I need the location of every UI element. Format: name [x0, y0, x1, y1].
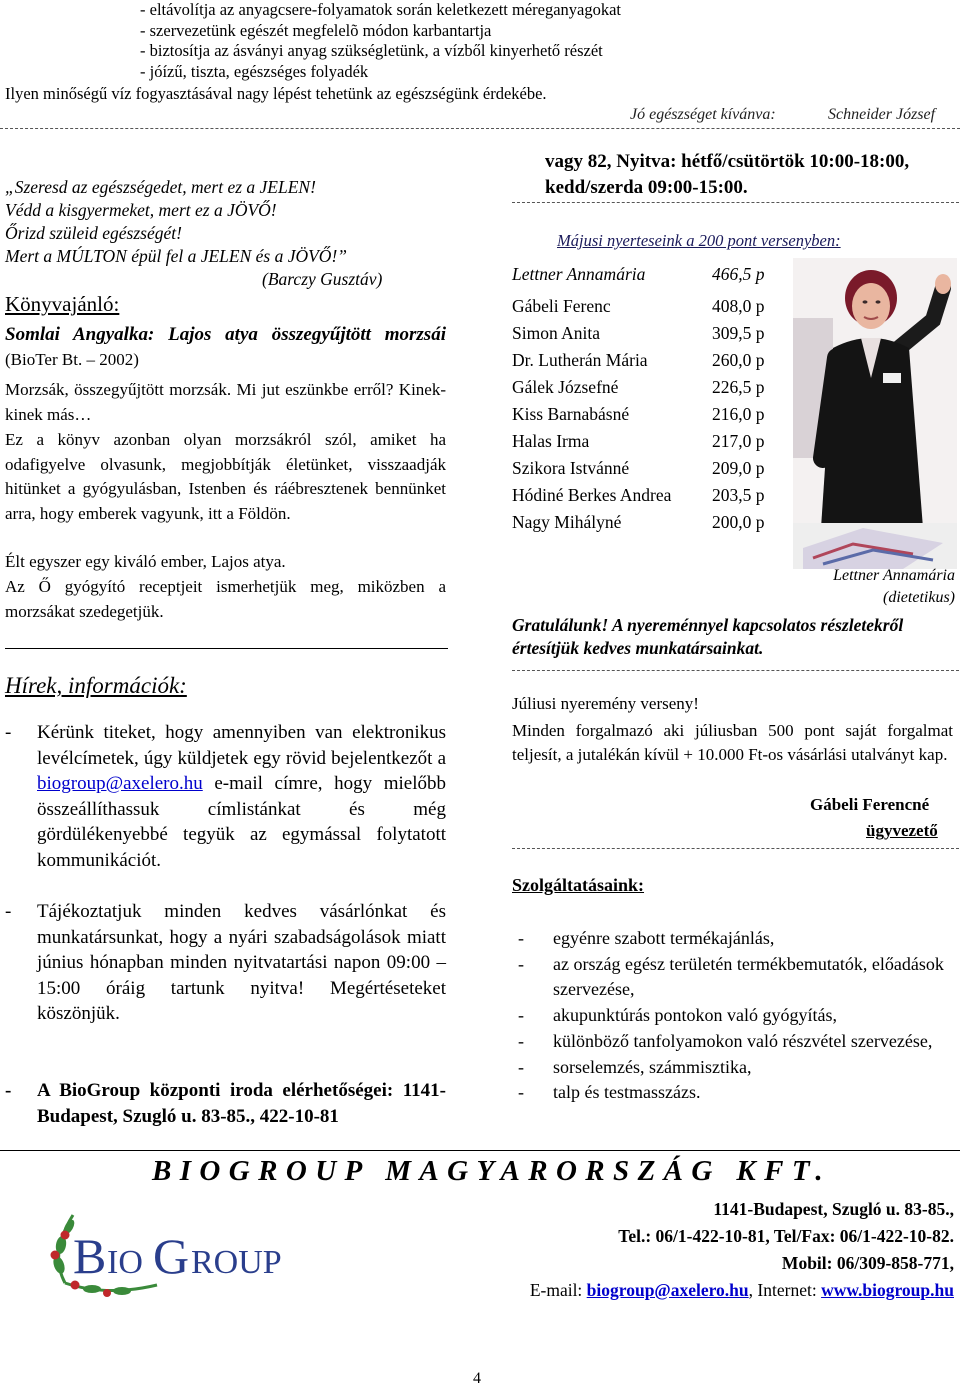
quote-author: (Barczy Gusztáv)	[262, 269, 383, 289]
service-item	[518, 926, 958, 952]
winner-photo	[793, 258, 957, 569]
signer-role: ügyvezető	[866, 821, 938, 840]
divider	[0, 128, 960, 129]
news-item-text: Tájékoztatjuk minden kedves vásárlónkat és munkatársunkat, hogy a nyári szabadságolások miatt június hónapban minden nyitvatartási napon 09:00 – 15:00 óráig tartunk nyitva! Megértéseteket köszönjük.	[37, 901, 446, 1024]
svg-text:G: G	[153, 1228, 190, 1284]
news-item	[5, 899, 446, 1027]
list-dash: -	[518, 953, 524, 974]
quote-line: Védd a kisgyermeket, mert ez a JÖVŐ!	[5, 200, 277, 220]
service-item	[518, 952, 958, 1003]
photo-caption	[790, 565, 955, 609]
divider	[512, 848, 959, 849]
quote-line: Őrizd szüleid egészségét!	[5, 223, 182, 243]
book-recommendation-heading	[5, 292, 119, 317]
news-item-text	[37, 720, 446, 873]
signature-wish: Jó egészséget kívánva:	[630, 106, 776, 123]
email-label: E-mail:	[529, 1280, 587, 1300]
services-heading: Szolgáltatásaink:	[512, 875, 645, 895]
contact-mobile: Mobil: 06/309-858-771,	[781, 1253, 954, 1273]
list-dash: -	[518, 1005, 524, 1026]
news-item	[5, 720, 446, 873]
footer-website-link[interactable]: www.biogroup.hu	[821, 1280, 954, 1300]
news-item	[5, 1078, 446, 1129]
winner-name: Simon Anita	[512, 323, 600, 343]
list-dash: -	[5, 722, 12, 743]
book-title: Somlai Angyalka: Lajos atya összegyűjtött morzsái	[5, 324, 446, 345]
winner-points: 203,5 p	[712, 485, 765, 505]
news-item-text: A BioGroup központi iroda elérhetőségei: 1141-Budapest, Szugló u. 83-85., 422-10-81	[37, 1080, 446, 1127]
svg-text:ROUP: ROUP	[191, 1244, 282, 1281]
contact-phone: Tel.: 06/1-422-10-81, Tel/Fax: 06/1-422-10-82.	[618, 1226, 954, 1246]
benefits-item: - eltávolítja az anyagcsere-folyamatok során keletkezett méreganyagokat	[140, 0, 622, 19]
book-paragraph: Élt egyszer egy kiváló ember, Lajos atya.	[5, 552, 286, 571]
contact-address: 1141-Budapest, Szugló u. 83-85.,	[713, 1199, 954, 1219]
service-text: sorselemzés, számmisztika,	[553, 1056, 752, 1077]
benefits-item: - biztosítja az ásványi anyag szükségletünk, a vízből kinyerhető részét	[140, 41, 603, 60]
list-dash: -	[5, 1080, 12, 1101]
footer-rule	[0, 1150, 960, 1151]
book-heading-text: Könyvajánló	[5, 292, 114, 316]
contact-web-line	[530, 1277, 954, 1304]
service-item	[518, 1055, 958, 1081]
list-dash: -	[518, 1082, 524, 1103]
book-paragraph: Az Ő gyógyító receptjeit ismerhetjük meg, miközben a morzsákat szedegetjük.	[5, 577, 446, 621]
winner-points: 408,0 p	[712, 296, 765, 316]
news-heading: Hírek, információk:	[5, 673, 187, 698]
internet-label: , Internet:	[748, 1280, 822, 1300]
winner-name: Kiss Barnabásné	[512, 404, 630, 424]
winner-points: 466,5 p	[712, 264, 765, 284]
page-number: 4	[473, 1370, 481, 1387]
health-quote	[5, 176, 382, 291]
quote-line: „Szeresd az egészségedet, mert ez a JELEN!	[5, 177, 316, 197]
winner-points: 209,0 p	[712, 458, 765, 478]
service-text: akupunktúrás pontokon való gyógyítás,	[553, 1005, 837, 1026]
winner-name: Gábeli Ferenc	[512, 296, 611, 316]
winner-name: Halas Irma	[512, 431, 590, 451]
signature-name: Schneider József	[828, 106, 936, 123]
service-item	[518, 1080, 958, 1106]
service-item	[518, 1029, 958, 1055]
book-paragraph: Morzsák, összegyűjtött morzsák. Mi jut eszünkbe erről? Kinek-kinek más…	[5, 380, 446, 424]
list-dash: -	[518, 928, 524, 948]
winner-points: 260,0 p	[712, 350, 765, 370]
july-contest-heading: Júliusi nyeremény verseny!	[512, 694, 699, 713]
list-dash: -	[518, 1056, 524, 1077]
service-text: talp és testmasszázs.	[553, 1082, 701, 1103]
service-text: az ország egész területén termékbemutatók, előadások szervezése,	[553, 953, 944, 1000]
benefits-item: - jóízű, tiszta, egészséges folyadék	[140, 61, 369, 81]
water-quality-sentence: Ilyen minőségű víz fogyasztásával nagy lépést tehetünk az egészségünk érdekébe.	[5, 84, 547, 103]
contact-block	[530, 1196, 954, 1304]
quote-line: Mert a MÚLTON épül fel a JELEN és a JÖVŐ!”	[5, 246, 348, 266]
book-publisher: (BioTer Bt. – 2002)	[5, 349, 139, 369]
photo-caption-name: Lettner Annamária	[833, 567, 955, 584]
divider	[512, 670, 959, 671]
service-text: egyénre szabott termékajánlás,	[553, 928, 775, 948]
july-contest-text: Minden forgalmazó aki júliusban 500 pont saját forgalmat teljesít, a jutalékán kívül + 10.000 Ft-os vásárlási utalványt kap.	[512, 721, 953, 764]
book-paragraph: Ez a könyv azonban olyan morzsákról szól, amiket ha odafigyelve olvasunk, megjobbítják életünket, visszaadják hitünket a gyógyulásban, Istenben és ráébresztenek bennünket arra, hogy emberek vagyunk, itt a Földön.	[5, 430, 446, 523]
list-dash: -	[518, 1030, 524, 1051]
winner-name: Dr. Lutherán Mária	[512, 350, 648, 370]
biogroup-logo	[47, 1205, 305, 1297]
benefits-item: - szervezetünk egészét megfelelõ módon karbantartja	[140, 20, 492, 40]
winner-name: Hódiné Berkes Andrea	[512, 485, 672, 505]
signer-name: Gábeli Ferencné	[810, 795, 930, 814]
divider	[512, 202, 959, 203]
winner-name: Lettner Annamária	[512, 264, 646, 284]
svg-text:IO: IO	[107, 1244, 143, 1281]
may-winners-heading: Májusi nyerteseink a 200 pont versenyben:	[557, 231, 841, 250]
winner-points: 226,5 p	[712, 377, 765, 397]
winner-name: Nagy Mihályné	[512, 512, 622, 532]
footer-email-link[interactable]: biogroup@axelero.hu	[586, 1280, 749, 1300]
company-name: BIOGROUP MAGYARORSZÁG KFT.	[152, 1155, 832, 1187]
winner-name: Gálek Józsefné	[512, 377, 619, 397]
svg-text:B: B	[73, 1228, 107, 1284]
winner-points: 309,5 p	[712, 323, 765, 343]
winner-name: Szikora Istvánné	[512, 458, 630, 478]
service-item	[518, 1003, 958, 1029]
book-heading-colon: :	[113, 292, 120, 316]
book-title-paragraph	[5, 323, 446, 372]
benefits-list	[140, 0, 621, 82]
service-text: különböző tanfolyamokon való részvétel szervezése,	[553, 1030, 933, 1051]
winner-points: 217,0 p	[712, 431, 765, 451]
section-rule	[5, 648, 448, 649]
winner-points: 216,0 p	[712, 404, 765, 424]
congratulations-text: Gratulálunk! A nyereménnyel kapcsolatos részletekről értesítjük kedves munkatársainkat.	[512, 615, 904, 658]
list-dash: -	[5, 901, 12, 922]
winner-points: 200,0 p	[712, 512, 765, 532]
email-link[interactable]: biogroup@axelero.hu	[37, 773, 203, 794]
news-text-part: e-mail címre, hogy mielőbb összeállíthassuk címlistánkat és még gördülékenyebbé tegyük az egymással folytatott kommunikációt.	[37, 773, 446, 871]
news-text-part: Kérünk titeket, hogy amennyiben van elektronikus levélcímetek, úgy küldjetek egy rövid bejelentkezőt a	[37, 722, 446, 769]
opening-hours: vagy 82, Nyitva: hétfő/csütörtök 10:00-18:00, kedd/szerda 09:00-15:00.	[545, 151, 910, 198]
services-list	[518, 926, 958, 1106]
photo-caption-role: (dietetikus)	[883, 589, 955, 606]
